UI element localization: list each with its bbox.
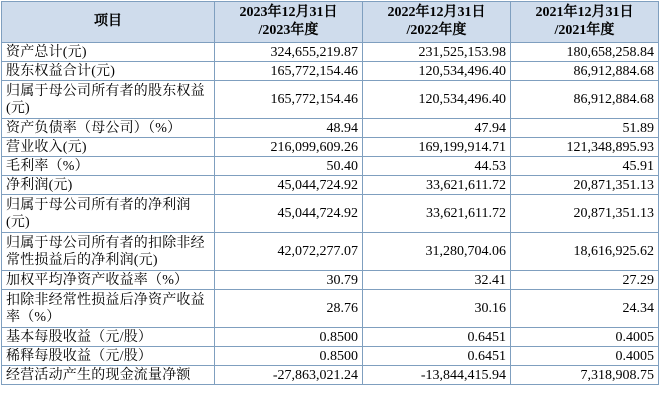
row-label: 营业收入(元) [2, 138, 215, 157]
header-2023 [215, 2, 363, 43]
value-2021: 7,318,908.75 [511, 366, 659, 385]
value-2021: 86,912,884.68 [511, 62, 659, 81]
value-2023: 216,099,609.26 [215, 138, 363, 157]
value-2021: 180,658,258.84 [511, 43, 659, 62]
row-label: 基本每股收益（元/股） [2, 328, 215, 347]
value-2022: 231,525,153.98 [363, 43, 511, 62]
value-2021: 51.89 [511, 119, 659, 138]
value-2021: 20,871,351.13 [511, 195, 659, 233]
row-label: 资产负债率（母公司）（%） [2, 119, 215, 138]
table-row [2, 62, 659, 81]
header-row [2, 2, 659, 43]
table-row [2, 119, 659, 138]
value-2021: 86,912,884.68 [511, 81, 659, 119]
value-2023: 48.94 [215, 119, 363, 138]
value-2022: 31,280,704.06 [363, 233, 511, 271]
value-2022: 0.6451 [363, 328, 511, 347]
value-2021: 0.4005 [511, 347, 659, 366]
financial-summary-table-wrapper [1, 1, 659, 385]
value-2023: 30.79 [215, 271, 363, 290]
row-label: 净利润(元) [2, 176, 215, 195]
financial-summary-table [1, 1, 659, 385]
row-label: 经营活动产生的现金流量净额 [2, 366, 215, 385]
value-2023: 50.40 [215, 157, 363, 176]
value-2023: -27,863,021.24 [215, 366, 363, 385]
value-2023: 28.76 [215, 290, 363, 328]
header-2023-date: 2023年12月31日 [239, 5, 338, 20]
value-2022: 33,621,611.72 [363, 176, 511, 195]
table-row [2, 43, 659, 62]
value-2021: 24.34 [511, 290, 659, 328]
value-2022: 32.41 [363, 271, 511, 290]
header-2023-year: /2023年度 [258, 23, 319, 38]
row-label: 归属于母公司所有者的净利润(元) [2, 195, 215, 233]
table-row [2, 290, 659, 328]
value-2021: 18,616,925.62 [511, 233, 659, 271]
table-body [2, 43, 659, 385]
header-2021-date: 2021年12月31日 [535, 5, 634, 20]
row-label: 稀释每股收益（元/股） [2, 347, 215, 366]
value-2021: 0.4005 [511, 328, 659, 347]
table-header [2, 2, 659, 43]
value-2023: 0.8500 [215, 328, 363, 347]
header-item: 项目 [2, 2, 215, 43]
value-2021: 45.91 [511, 157, 659, 176]
value-2022: 120,534,496.40 [363, 81, 511, 119]
header-2022 [363, 2, 511, 43]
value-2021: 121,348,895.93 [511, 138, 659, 157]
header-2021-year: /2021年度 [554, 23, 615, 38]
table-row [2, 157, 659, 176]
value-2021: 27.29 [511, 271, 659, 290]
value-2022: -13,844,415.94 [363, 366, 511, 385]
table-row [2, 81, 659, 119]
table-row [2, 328, 659, 347]
table-row [2, 233, 659, 271]
value-2022: 44.53 [363, 157, 511, 176]
row-label: 归属于母公司所有者的扣除非经常性损益后的净利润(元) [2, 233, 215, 271]
header-2022-date: 2022年12月31日 [387, 5, 486, 20]
value-2022: 47.94 [363, 119, 511, 138]
value-2023: 45,044,724.92 [215, 195, 363, 233]
value-2022: 0.6451 [363, 347, 511, 366]
value-2022: 169,199,914.71 [363, 138, 511, 157]
value-2023: 0.8500 [215, 347, 363, 366]
value-2023: 324,655,219.87 [215, 43, 363, 62]
header-2022-year: /2022年度 [406, 23, 467, 38]
row-label: 股东权益合计(元) [2, 62, 215, 81]
row-label: 资产总计(元) [2, 43, 215, 62]
table-row [2, 366, 659, 385]
row-label: 扣除非经常性损益后净资产收益率（%） [2, 290, 215, 328]
value-2021: 20,871,351.13 [511, 176, 659, 195]
value-2022: 120,534,496.40 [363, 62, 511, 81]
value-2023: 45,044,724.92 [215, 176, 363, 195]
value-2023: 165,772,154.46 [215, 62, 363, 81]
table-row [2, 195, 659, 233]
row-label: 毛利率（%） [2, 157, 215, 176]
value-2023: 42,072,277.07 [215, 233, 363, 271]
value-2022: 33,621,611.72 [363, 195, 511, 233]
table-row [2, 138, 659, 157]
value-2022: 30.16 [363, 290, 511, 328]
table-row [2, 347, 659, 366]
row-label: 归属于母公司所有者的股东权益(元) [2, 81, 215, 119]
header-2021 [511, 2, 659, 43]
table-row [2, 271, 659, 290]
table-row [2, 176, 659, 195]
row-label: 加权平均净资产收益率（%） [2, 271, 215, 290]
value-2023: 165,772,154.46 [215, 81, 363, 119]
